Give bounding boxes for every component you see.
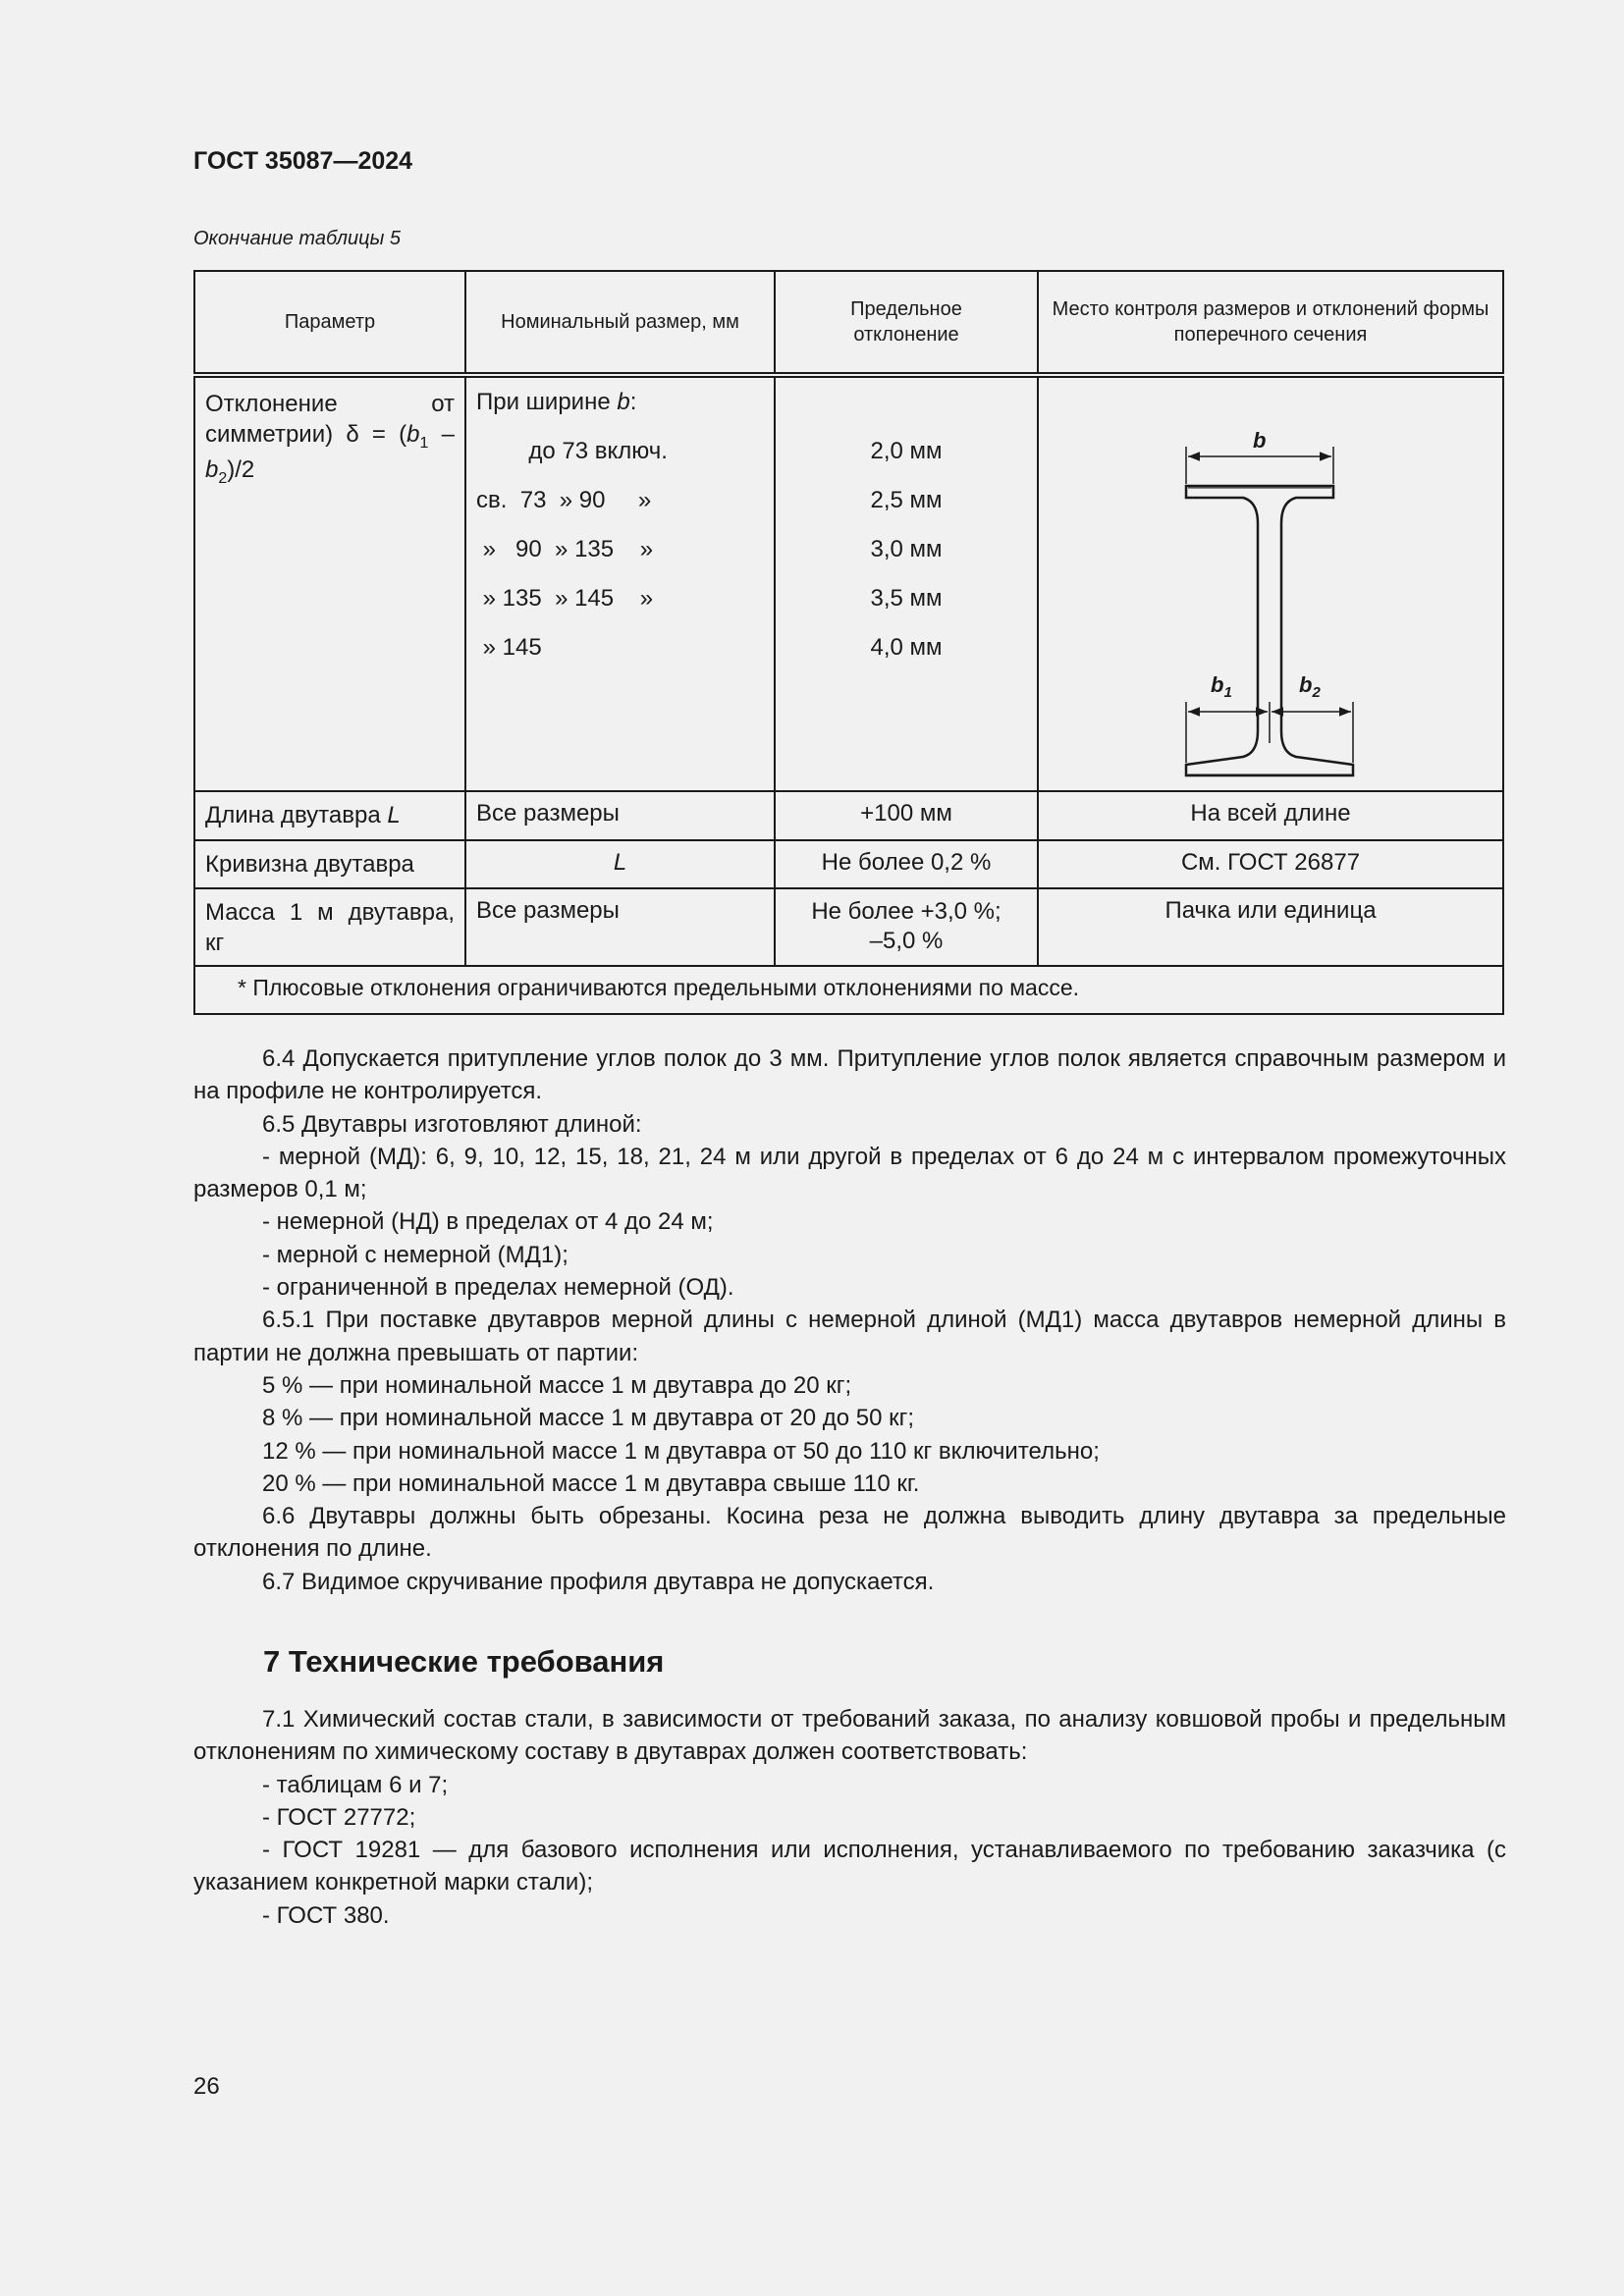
paragraph: 20 % — при номинальной массе 1 м двутавра свыше 110 кг. <box>262 1469 920 1497</box>
table-header-row <box>194 271 1503 375</box>
paragraph: - таблицам 6 и 7; <box>262 1771 449 1798</box>
paragraph: - мерной с немерной (МД1); <box>262 1241 568 1268</box>
label-b1: $b_1$ <box>1211 672 1232 701</box>
table-footnote-row <box>194 966 1503 1014</box>
paragraph: 6.7 Видимое скручивание профиля двутавра не допускается. <box>262 1568 935 1595</box>
tolerance-value: 4,0 мм <box>870 634 943 661</box>
symmetry-tolerance-cell <box>775 375 1038 791</box>
paragraph: 8 % — при номинальной массе 1 м двутавра от 20 до 50 кг; <box>262 1405 915 1432</box>
table-caption: Окончание таблицы 5 <box>193 228 402 249</box>
symmetry-param-cell: Отклонение от симметрии) $\delta = (b_1 - b_2)/2$ <box>194 375 465 791</box>
paragraph: 7.1 Химический состав стали, в зависимости от требований заказа, по анализу ковшовой пробы и предельным отклонениям по химическому составу в двутаврах должен соответствовать: <box>193 1706 1506 1766</box>
size-range: » 90 » 135 » <box>476 536 654 562</box>
section-heading: 7 Технические требования <box>263 1644 665 1679</box>
size-range: » 135 » 145 » <box>476 585 654 612</box>
document-header: ГОСТ 35087—2024 <box>193 147 413 175</box>
paragraph: - ГОСТ 19281 — для базового исполнения или исполнения, устанавливаемого по требованию заказчика (с указанием конкретной марки стали); <box>193 1837 1506 1896</box>
page-number: 26 <box>193 2073 220 2100</box>
tolerance-value: 2,5 мм <box>870 487 943 513</box>
param-text: Отклонение от симметрии) δ = ( <box>205 391 455 449</box>
size-range: св. 73 » 90 » <box>476 487 652 513</box>
table-5 <box>193 270 1504 1015</box>
paragraph: 6.4 Допускается притупление углов полок до 3 мм. Притупление углов полок является справочным размером и на профиле не контролируется. <box>193 1045 1506 1105</box>
table-row: Масса 1 м двутавра, кг Все размеры Не более +3,0 %; –5,0 % Пачка или единица <box>194 888 1503 966</box>
column-header: Номинальный размер, мм <box>465 271 775 375</box>
table-footnote: * Плюсовые отклонения ограничиваются предельными отклонениями по массе. <box>194 966 1503 1014</box>
tolerance-value: 3,0 мм <box>870 536 943 562</box>
tolerance-value: 2,0 мм <box>870 438 943 464</box>
label-b: b <box>1253 428 1267 453</box>
table-row: Кривизна двутавра L Не более 0,2 % См. ГОСТ 26877 <box>194 840 1503 888</box>
column-header: Место контроля размеров и отклонений формы поперечного сечения <box>1038 271 1503 375</box>
symmetry-sizes-cell: При ширине b: до 73 включ. св. 73 » 90 » » 90 » 135 » » 135 » 145 » » 145 <box>465 375 775 791</box>
paragraph: 6.5 Двутавры изготовляют длиной: <box>262 1110 642 1138</box>
size-range: до 73 включ. <box>476 438 668 464</box>
paragraph: - ГОСТ 27772; <box>262 1803 416 1831</box>
section-body <box>193 1703 1506 1932</box>
column-header: Параметр <box>194 271 465 375</box>
tolerance-value: 3,5 мм <box>870 585 943 612</box>
paragraph: - ГОСТ 380. <box>262 1901 390 1929</box>
paragraph: - немерной (НД) в пределах от 4 до 24 м; <box>262 1208 714 1236</box>
column-header: Предельное отклонение <box>775 271 1038 375</box>
paragraph: - ограниченной в пределах немерной (ОД). <box>262 1274 734 1302</box>
table-row: Длина двутавра L Все размеры +100 мм На всей длине <box>194 791 1503 840</box>
i-beam-diagram <box>1039 378 1504 790</box>
table-row <box>194 375 1503 791</box>
i-beam-figure-cell <box>1038 375 1503 791</box>
paragraph: 6.6 Двутавры должны быть обрезаны. Косина реза не должна выводить длину двутавра за предельные отклонения по длине. <box>193 1503 1506 1563</box>
body-text <box>193 1042 1506 1598</box>
paragraph: 12 % — при номинальной массе 1 м двутавра от 50 до 110 кг включительно; <box>262 1437 1100 1465</box>
paragraph: 5 % — при номинальной массе 1 м двутавра до 20 кг; <box>262 1371 852 1399</box>
size-range: » 145 <box>476 634 542 661</box>
paragraph: - мерной (МД): 6, 9, 10, 12, 15, 18, 21, 24 м или другой в пределах от 6 до 24 м с интервалом промежуточных размеров 0,1 м; <box>193 1143 1506 1203</box>
label-b2: $b_2$ <box>1299 672 1321 701</box>
paragraph: 6.5.1 При поставке двутавров мерной длины с немерной длиной (МД1) масса двутавров немерной длины в партии не должна превышать от партии: <box>193 1307 1506 1366</box>
